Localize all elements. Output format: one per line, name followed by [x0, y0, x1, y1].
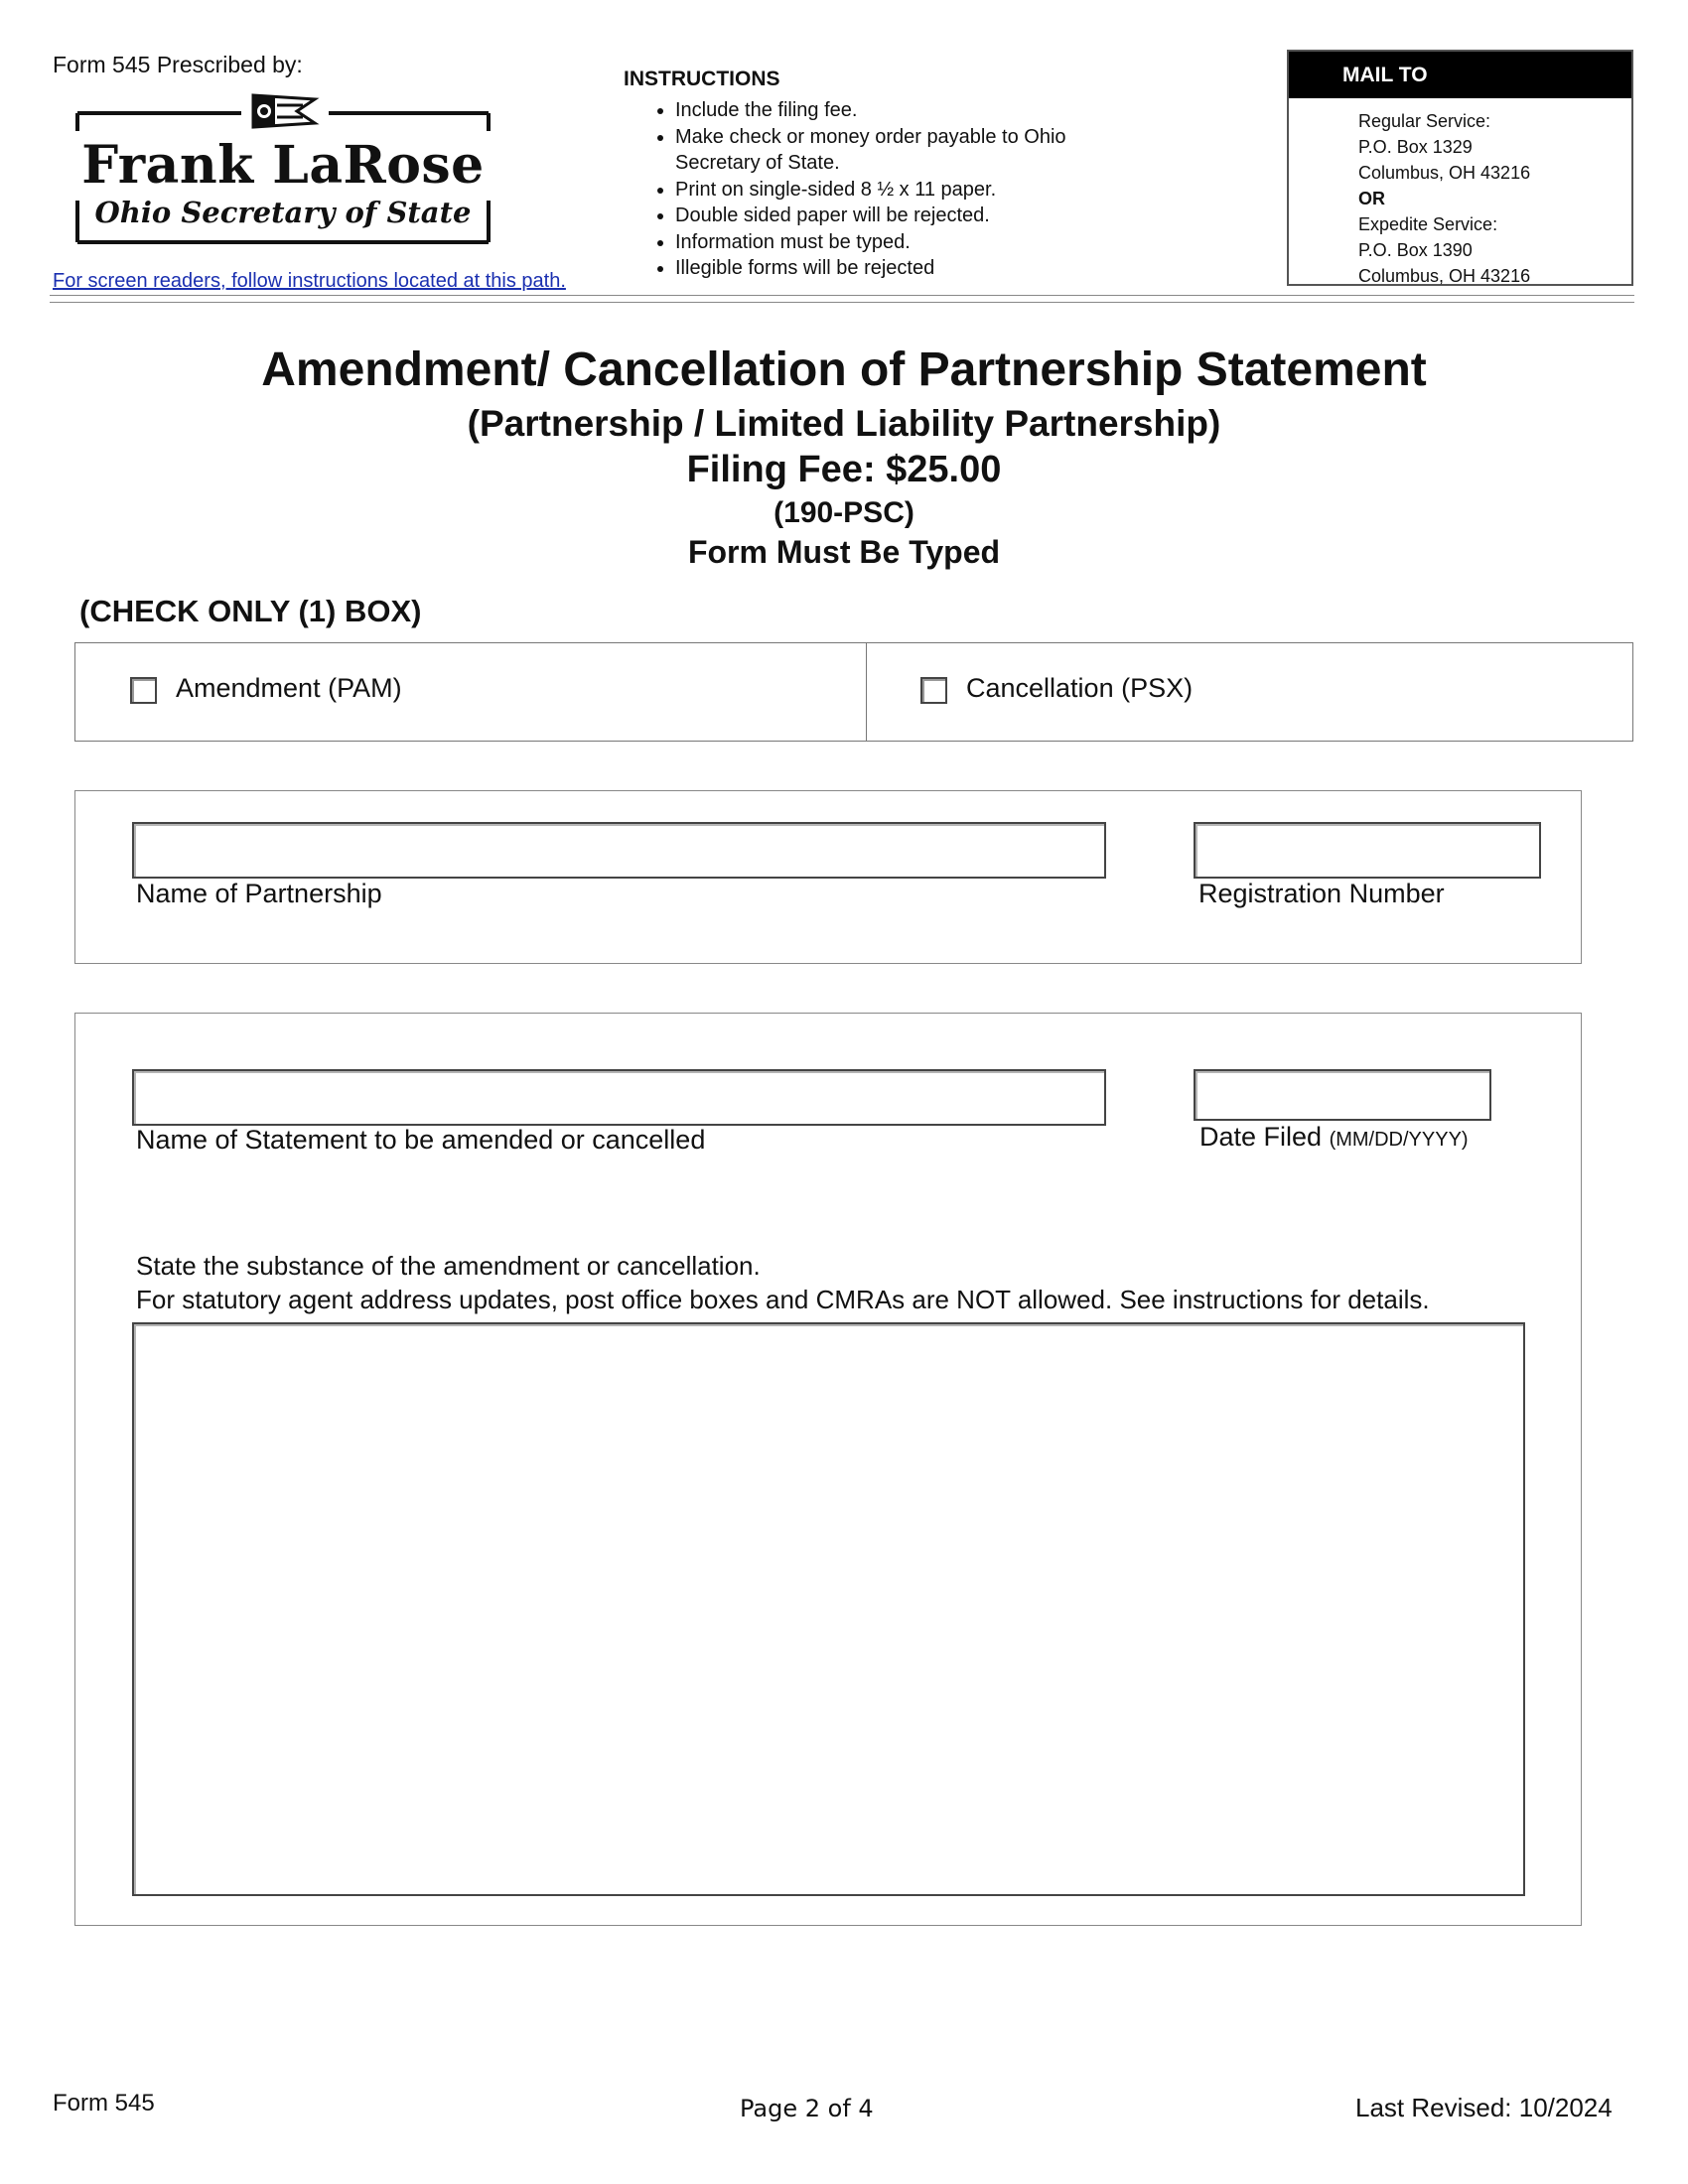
substance-textarea[interactable]	[132, 1322, 1525, 1896]
mail-to-title: MAIL TO	[1289, 52, 1631, 98]
regular-po-box: P.O. Box 1329	[1358, 137, 1473, 157]
instruction-item: • Double sided paper will be rejected.	[675, 203, 1112, 229]
regular-city: Columbus, OH 43216	[1358, 163, 1531, 183]
header-divider	[50, 295, 1634, 296]
must-be-typed: Form Must Be Typed	[687, 534, 1001, 570]
cancellation-label: Cancellation (PSX)	[966, 673, 1194, 703]
partnership-name-label: Name of Partnership	[136, 879, 382, 908]
regular-service-label: Regular Service:	[1358, 111, 1491, 131]
check-only-instruction: (CHECK ONLY (1) BOX)	[79, 594, 422, 628]
amendment-label: Amendment (PAM)	[176, 673, 402, 703]
amendment-checkbox[interactable]	[130, 677, 157, 704]
statement-section	[74, 1013, 1582, 1926]
footer-form-number: Form 545	[53, 2090, 155, 2116]
statement-name-label: Name of Statement to be amended or cancelled	[136, 1125, 706, 1155]
expedite-service-label: Expedite Service:	[1358, 214, 1498, 234]
option-divider	[866, 643, 867, 741]
instruction-item: • Illegible forms will be rejected	[675, 255, 1112, 282]
logo-name: Frank LaRose	[81, 135, 485, 196]
date-filed-input[interactable]	[1194, 1069, 1491, 1121]
cancellation-checkbox[interactable]	[920, 677, 947, 704]
filing-fee: Filing Fee: $25.00	[686, 449, 1002, 490]
instruction-item: • Make check or money order payable to Ohio Secretary of State.	[675, 124, 1112, 177]
form-title: Amendment/ Cancellation of Partnership Statement	[261, 343, 1427, 396]
instruction-item: • Include the filing fee.	[675, 97, 1112, 124]
logo-subtitle: Ohio Secretary of State	[94, 196, 472, 229]
instructions-title: INSTRUCTIONS	[624, 68, 780, 90]
instruction-item: • Information must be typed.	[675, 229, 1112, 256]
footer-last-revised: Last Revised: 10/2024	[1355, 2093, 1613, 2122]
substance-instructions	[136, 1249, 1430, 1316]
screen-reader-link[interactable]: For screen readers, follow instructions located at this path.	[53, 270, 566, 292]
mail-to-box	[1287, 50, 1633, 286]
mail-to-addresses	[1289, 98, 1631, 289]
prescribed-by-text: Form 545 Prescribed by:	[53, 52, 303, 77]
substance-line-1: State the substance of the amendment or cancellation.	[136, 1251, 761, 1281]
partnership-section	[74, 790, 1582, 964]
secretary-of-state-logo	[72, 93, 493, 246]
registration-number-input[interactable]	[1194, 822, 1541, 879]
date-filed-label	[1199, 1122, 1469, 1153]
expedite-city: Columbus, OH 43216	[1358, 266, 1531, 286]
header-divider	[50, 302, 1634, 303]
substance-line-2: For statutory agent address updates, post office boxes and CMRAs are NOT allowed. See instructions for details.	[136, 1285, 1430, 1314]
form-subtitle: (Partnership / Limited Liability Partnership)	[467, 403, 1221, 444]
form-code: (190-PSC)	[774, 496, 914, 529]
date-filed-text: Date Filed	[1199, 1122, 1323, 1152]
date-format-hint: (MM/DD/YYYY)	[1329, 1129, 1469, 1151]
mail-or: OR	[1358, 189, 1385, 208]
instruction-item: • Print on single-sided 8 ½ x 11 paper.	[675, 177, 1112, 204]
instructions-list	[645, 97, 1112, 282]
filing-type-options	[74, 642, 1633, 742]
registration-number-label: Registration Number	[1198, 879, 1445, 908]
footer-page-number: Page 2 of 4	[740, 2095, 874, 2122]
partnership-name-input[interactable]	[132, 822, 1106, 879]
statement-name-input[interactable]	[132, 1069, 1106, 1126]
expedite-po-box: P.O. Box 1390	[1358, 240, 1473, 260]
